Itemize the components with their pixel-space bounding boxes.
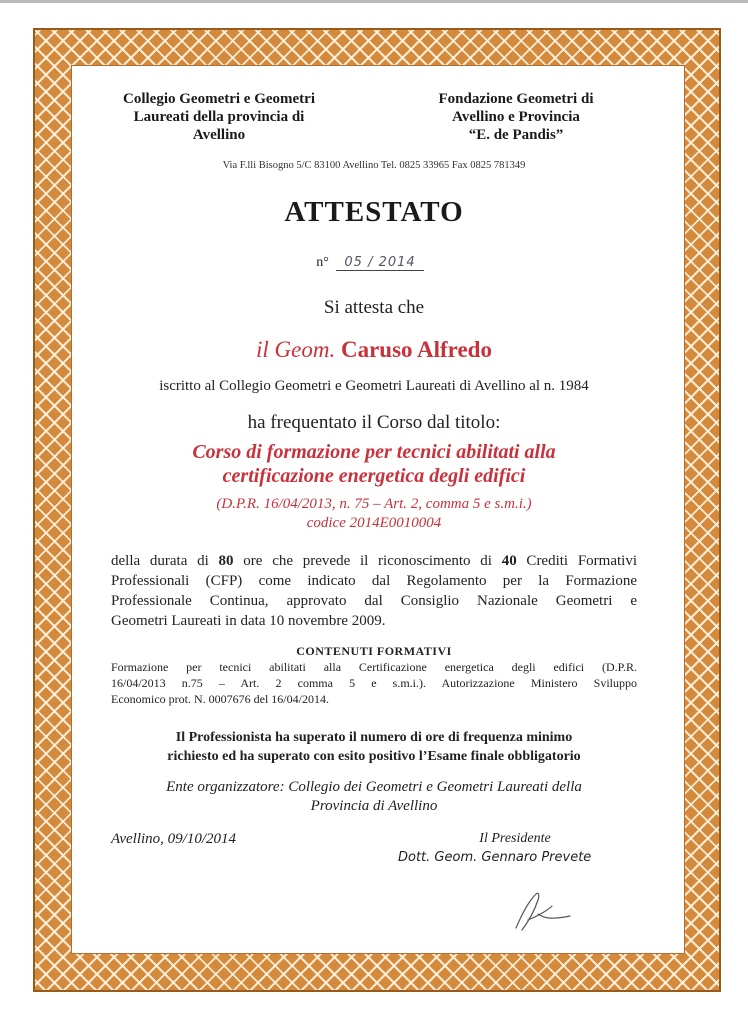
attended-text: ha frequentato il Corso dal titolo:: [247, 412, 501, 433]
recipient-name: [120, 337, 628, 363]
contents-line: 16/04/2013 n.75 – Art. 2 comma 5 e s.m.i.). Autorizzazione Ministero Sviluppo: [111, 676, 637, 690]
course-title: [100, 440, 648, 488]
header-right-line: Fondazione Geometri di: [438, 91, 594, 107]
contents-paragraph: [111, 659, 637, 707]
organizer-line: Provincia di Avellino: [310, 798, 438, 814]
president-role: Il Presidente: [479, 831, 551, 846]
duration-line: Geometri Laureati in data 10 novembre 2009.: [111, 613, 386, 629]
header-address: Via F.lli Bisogno 5/C 83100 Avellino Tel. 0825 33965 Fax 0825 781349: [222, 160, 526, 171]
place-and-date: Avellino, 09/10/2014: [111, 831, 236, 847]
certificate-number-handwritten: 05 / 2014: [336, 255, 423, 271]
course-code: codice 2014E0010004: [306, 515, 442, 531]
header-left-line: Laureati della provincia di: [133, 109, 305, 125]
signature: [498, 880, 578, 940]
header-left-institution: [103, 90, 335, 144]
course-title-line: Corso di formazione per tecnici abilitati alla: [192, 441, 556, 463]
duration-line: della durata di 80 ore che prevede il riconoscimento di 40 Crediti Formativi: [111, 553, 638, 569]
number-label: n°: [316, 255, 329, 270]
certificate-title: ATTESTATO: [284, 196, 464, 228]
recipient-full-name: Caruso Alfredo: [340, 337, 492, 362]
contents-line: Economico prot. N. 0007676 del 16/04/2014.: [111, 692, 329, 706]
course-title-line: certificazione energetica degli edifici: [222, 465, 526, 487]
contents-heading: CONTENUTI FORMATIVI: [296, 644, 452, 658]
header-right-line: “E. de Pandis”: [468, 127, 564, 143]
completion-statement: [100, 728, 648, 766]
header-right-line: Avellino e Provincia: [452, 109, 580, 125]
statement-line: Il Professionista ha superato il numero di ore di frequenza minimo: [175, 730, 573, 745]
recipient-title-prefix: il Geom.: [256, 337, 336, 362]
page-edge: [0, 0, 748, 3]
header-left-line: Avellino: [192, 127, 246, 143]
hours-value: 80: [218, 553, 234, 569]
duration-line: Professionale Continua, approvato dal Consiglio Nazionale Geometri e: [111, 593, 637, 609]
duration-paragraph: [111, 551, 637, 631]
credits-value: 40: [501, 553, 517, 569]
signature-stroke: [516, 893, 570, 930]
president-name: Dott. Geom. Gennaro Prevete: [398, 850, 592, 865]
header-left-line: Collegio Geometri e Geometri: [123, 91, 315, 107]
header-right-foundation: [408, 90, 624, 144]
statement-line: richiesto ed ha superato con esito positivo l’Esame finale obbligatorio: [167, 749, 581, 764]
intro-text: Si attesta che: [323, 297, 425, 318]
course-law: (D.P.R. 16/04/2013, n. 75 – Art. 2, comma 5 e s.m.i.): [216, 496, 532, 512]
organizer-line: Ente organizzatore: Collegio dei Geometri e Geometri Laureati della: [166, 779, 582, 795]
contents-line: Formazione per tecnici abilitati alla Certificazione energetica degli edifici (D.P.R.: [111, 660, 637, 674]
certificate-number-row: [220, 255, 520, 271]
organizer-text: [100, 778, 648, 816]
enrollment-text: iscritto al Collegio Geometri e Geometri Laureati di Avellino al n. 1984: [159, 378, 589, 394]
course-reference: [100, 495, 648, 533]
duration-line: Professionali (CFP) come indicato dal Regolamento per la Formazione: [111, 573, 637, 589]
